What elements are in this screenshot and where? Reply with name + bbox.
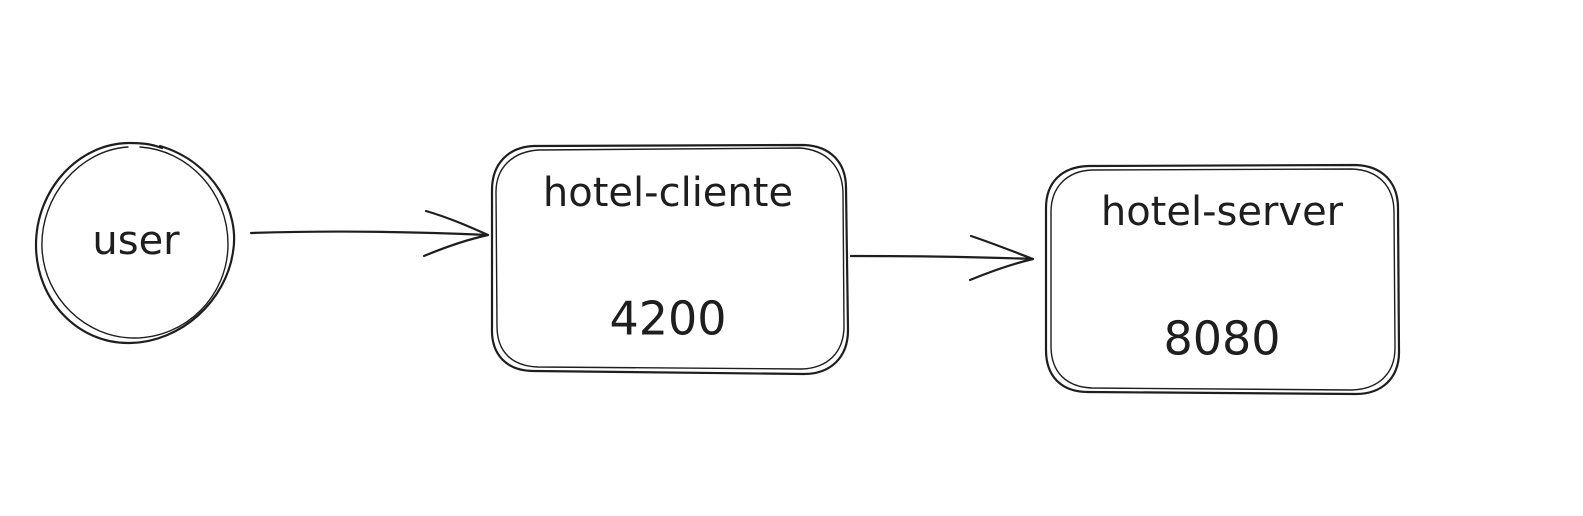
user-node[interactable] (36, 143, 234, 343)
server-node[interactable] (1046, 165, 1399, 394)
server-node-label: hotel-server (1100, 189, 1344, 235)
user-node-label: user (92, 218, 180, 264)
edge-client-to-server-line (851, 256, 1033, 259)
server-node-port: 8080 (1163, 311, 1281, 366)
client-node-label: hotel-cliente (542, 170, 794, 216)
edge-user-to-client (251, 211, 488, 256)
client-node-port: 4200 (609, 291, 727, 346)
edge-client-to-server (851, 236, 1033, 280)
client-node[interactable] (492, 145, 848, 374)
edge-user-to-client-line (251, 232, 488, 235)
